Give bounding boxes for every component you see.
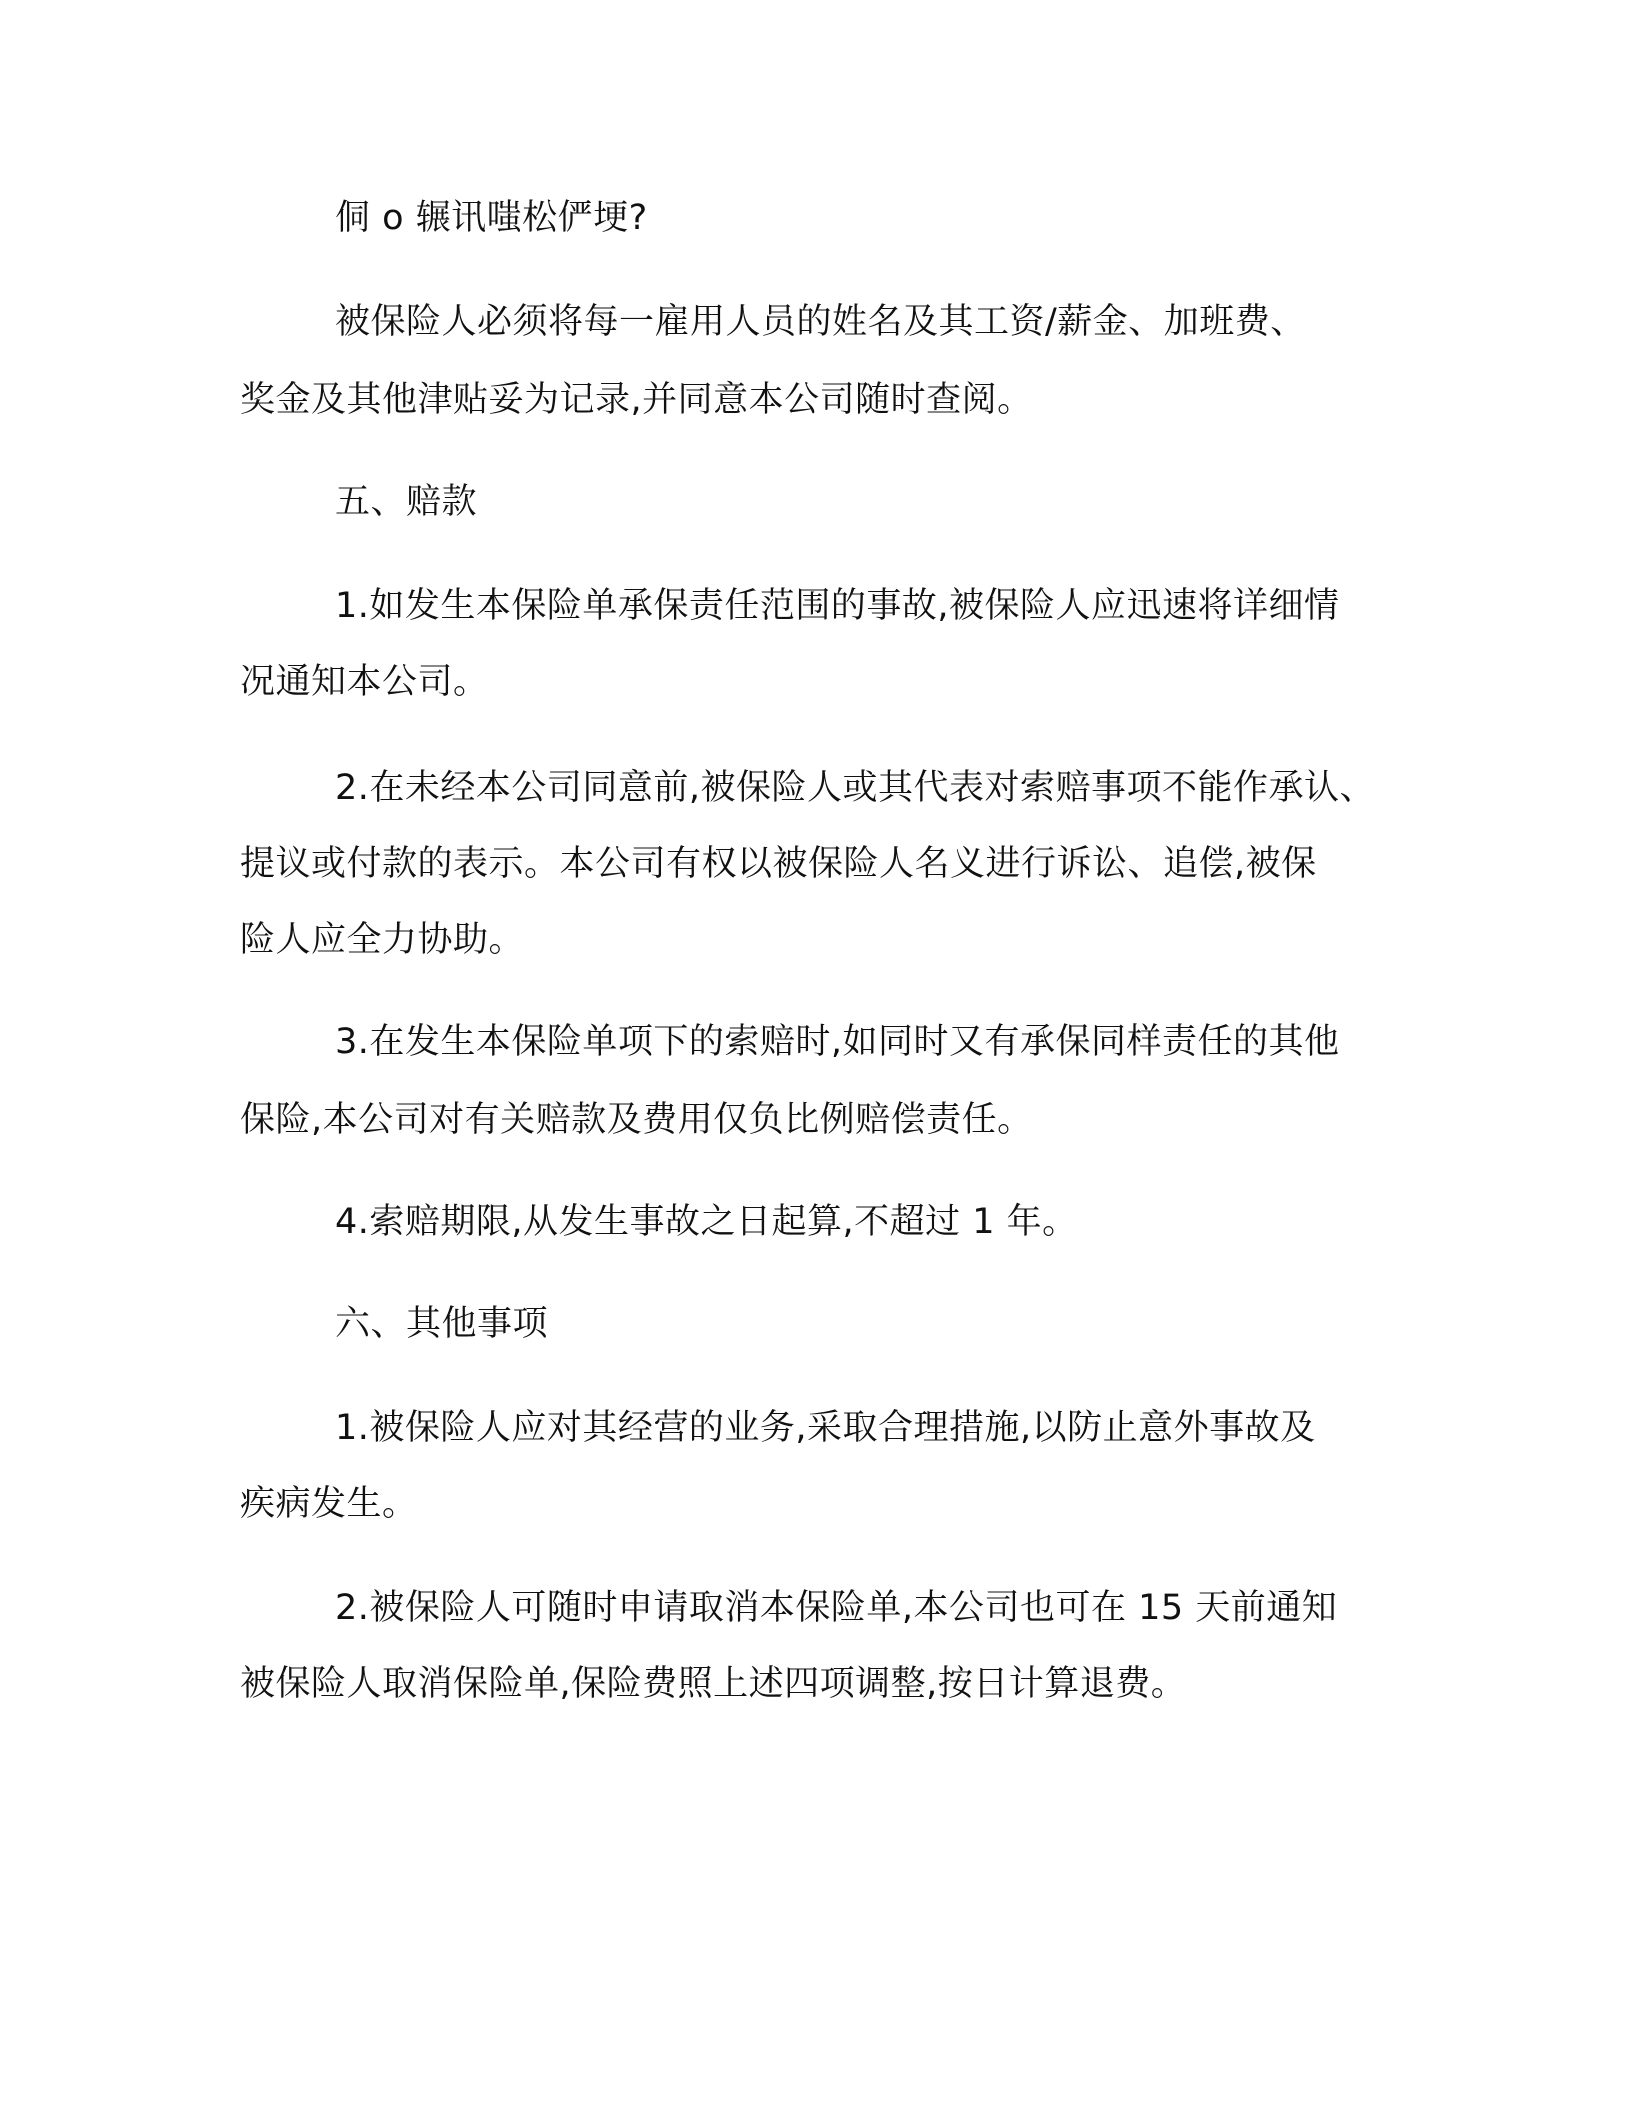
claim-item-2-line-2: 提议或付款的表示。本公司有权以被保险人名义进行诉讼、追偿,被保 [240,844,1317,884]
records-paragraph-line-2: 奖金及其他津贴妥为记录,并同意本公司随时查阅。 [240,380,1033,420]
claim-item-1-line-1: 1.如发生本保险单承保责任范围的事故,被保险人应迅速将详细情 [335,586,1340,626]
claim-item-4-line-1: 4.索赔期限,从发生事故之日起算,不超过 1 年。 [335,1202,1078,1242]
claim-item-3-line-1: 3.在发生本保险单项下的索赔时,如同时又有承保同样责任的其他 [335,1022,1340,1062]
claim-item-1-line-2: 况通知本公司。 [240,662,489,702]
other-item-2-line-1: 2.被保险人可随时申请取消本保险单,本公司也可在 15 天前通知 [335,1588,1338,1628]
other-item-1-line-2: 疾病发生。 [240,1484,418,1524]
claim-item-2-line-3: 险人应全力协助。 [240,920,525,960]
section-heading-other-matters: 六、其他事项 [335,1304,549,1344]
garbled-text-line: 侗 o 辗讯嗤松俨埂? [335,198,648,238]
records-paragraph-line-1: 被保险人必须将每一雇用人员的姓名及其工资/薪金、加班费、 [335,302,1306,342]
claim-item-2-line-1: 2.在未经本公司同意前,被保险人或其代表对索赔事项不能作承认、 [335,768,1376,808]
other-item-1-line-1: 1.被保险人应对其经营的业务,采取合理措施,以防止意外事故及 [335,1408,1316,1448]
other-item-2-line-2: 被保险人取消保险单,保险费照上述四项调整,按日计算退费。 [240,1664,1187,1704]
claim-item-3-line-2: 保险,本公司对有关赔款及费用仅负比例赔偿责任。 [240,1100,1033,1140]
section-heading-claims: 五、赔款 [335,482,478,522]
